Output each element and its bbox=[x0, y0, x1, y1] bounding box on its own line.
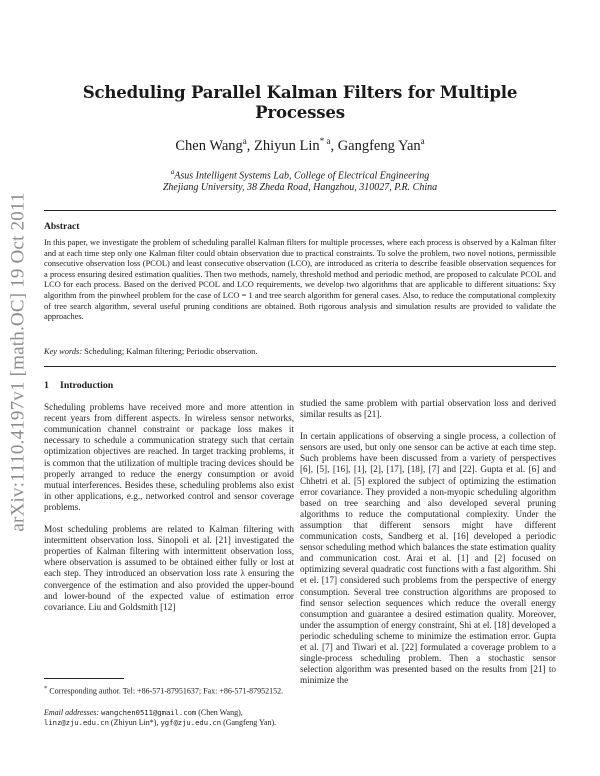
paper-title: Scheduling Parallel Kalman Filters for Multiple Processes bbox=[82, 82, 518, 122]
keywords bbox=[44, 347, 556, 356]
footnote-corresponding-text: Corresponding author. Tel: +86-571-87951637; Fax: +86-571-87952152. bbox=[49, 686, 284, 696]
author-mark: a bbox=[420, 136, 425, 146]
arxiv-stamp bbox=[2, 182, 36, 542]
affiliation-mark: a bbox=[170, 168, 175, 176]
abstract-top-rule bbox=[44, 210, 556, 211]
email-owner: (Chen Wang), bbox=[198, 708, 243, 717]
email-address[interactable]: linz@zju.edu.cn bbox=[44, 718, 109, 727]
abstract-text: In this paper, we investigate the problem of scheduling parallel Kalman filters for multiple processes, where each process is observed by a Kalman filter and at each time step only one Kalman filter could obtain observation due to practical constraints. To solve the problem, two novel notions, permissible consecutive observation loss (PCOL) and least consecutive observation (LCO), are introduced as criteria to describe feasible observation sequences for a process ensuring desired estimation qualities. Then two methods, namely, threshold method and periodic method, are proposed to calculate PCOL and LCO for each process. Based on the derived PCOL and LCO requirements, we develop two algorithms that are applicable to different situations: Sxy algorithm from the pinwheel problem for the case of LCO = 1 and tree search algorithm for general cases. Also, to reduce the computational complexity of tree search algorithm, several useful pruning conditions are obtained. Both rigorous analysis and simulation results are provided to validate the approaches. bbox=[44, 238, 556, 322]
footnote-rule bbox=[44, 678, 124, 679]
paragraph: In certain applications of observing a single process, a collection of sensors are used, but only one sensor can be active at each time step. Such problems have been discussed from a variety of perspectives [6], [5], [16], [1], [2], [17], [18], [7] and [22]. Gupta et al. [6] and Chhetri et al. [5] explored the subject of optimizing the estimation error covariance. They provided a non-myopic scheduling algorithm based on tree searching and also developed several pruning algorithms to reduce the computational complexity. Under the assumption that different sensors might have different communication costs, Sandberg et al. [16] developed a periodic sensor scheduling method which balances the state estimation quality and communication cost. Arai et al. [1] and [2] focused on optimizing several quadratic cost functions with a fast algorithm. Shi et el. [17] considered such problems from the perspective of energy consumption. Several tree construction algorithms are proposed to find sensor selection sequences which reduce the overall energy consumption and guarantee a desired estimation quality. Moreover, under the assumption of energy constraint, Shi at el. [18] developed a periodic scheduling scheme to minimize the estimation error. Gupta et al. [7] and Tiwari et al. [22] formulated a coverage problem to a single-process scheduling problem. Then a stochastic sensor selection algorithm was presented based on the results from [21] to minimize the bbox=[300, 431, 556, 686]
author-mark: a bbox=[242, 136, 247, 146]
affiliation-line-1: Asus Intelligent Systems Lab, College of Electrical Engineering bbox=[174, 170, 430, 182]
author-mark: * a bbox=[319, 136, 331, 146]
arxiv-stamp-text: arXiv:1110.4197v1 [math.OC] 19 Oct 2011 bbox=[8, 192, 30, 532]
section-number: 1 bbox=[44, 380, 49, 391]
affiliation bbox=[40, 166, 560, 194]
paragraph: Most scheduling problems are related to Kalman filtering with intermittent observation loss. Sinopoli et al. [21] investigated the properties of Kalman filtering with intermittent observation loss, where observation is assumed to be obtained either fully or lost at each step. They introduced an observation loss rate λ ensuring the convergence of the estimation and also provided the upper-bound and lower-bound of the expected value of estimation error covariance. Liu and Goldsmith [12] bbox=[44, 524, 294, 612]
right-column bbox=[300, 398, 556, 686]
section-heading bbox=[44, 380, 294, 391]
footnote-corresponding bbox=[44, 684, 294, 697]
email-label: Email addresses: bbox=[44, 708, 100, 717]
keywords-label: Key words: bbox=[44, 347, 83, 356]
abstract-bottom-rule bbox=[44, 366, 556, 367]
author-name: Chen Wang bbox=[175, 137, 243, 154]
email-owner: (Zhiyun Lin*), bbox=[110, 718, 159, 727]
footnote-emails bbox=[44, 708, 294, 728]
author-name: Zhiyun Lin bbox=[254, 137, 320, 154]
author-name: Gangfeng Yan bbox=[337, 137, 421, 154]
section-title: Introduction bbox=[60, 380, 114, 391]
footnote-mark: * bbox=[44, 685, 48, 692]
left-column bbox=[44, 380, 294, 613]
author-list: Chen Wang$^a$, Zhiyun Lin$^{* a}$, Gangfeng Yan$^a$ bbox=[175, 136, 425, 154]
paragraph: Scheduling problems have received more and more attention in recent years from different aspects. In wireless sensor networks, communication channel constraint or package loss makes it necessary to schedule a communication strategy such that certain optimization objectives are reached. In target tracking problems, it is common that the utilization of multiple tracing devices should be properly arranged to reduce the energy consumption or avoid mutual interferences. Besides these, scheduling problems also exist in other applications, e.g., networked control and sensor coverage problems. bbox=[44, 402, 294, 512]
abstract-heading: Abstract bbox=[44, 222, 80, 232]
email-owner: (Gangfeng Yan). bbox=[223, 718, 277, 727]
email-address[interactable]: wangchen0511@gmail.com bbox=[101, 708, 197, 717]
affiliation-line-2: Zhejiang University, 38 Zheda Road, Hangzhou, 310027, P.R. China bbox=[162, 182, 438, 194]
keywords-text: Scheduling; Kalman filtering; Periodic observation. bbox=[84, 347, 258, 356]
paragraph: studied the same problem with partial observation loss and derived similar results as [21]. bbox=[300, 398, 556, 420]
email-address[interactable]: ygf@zju.edu.cn bbox=[160, 718, 222, 727]
